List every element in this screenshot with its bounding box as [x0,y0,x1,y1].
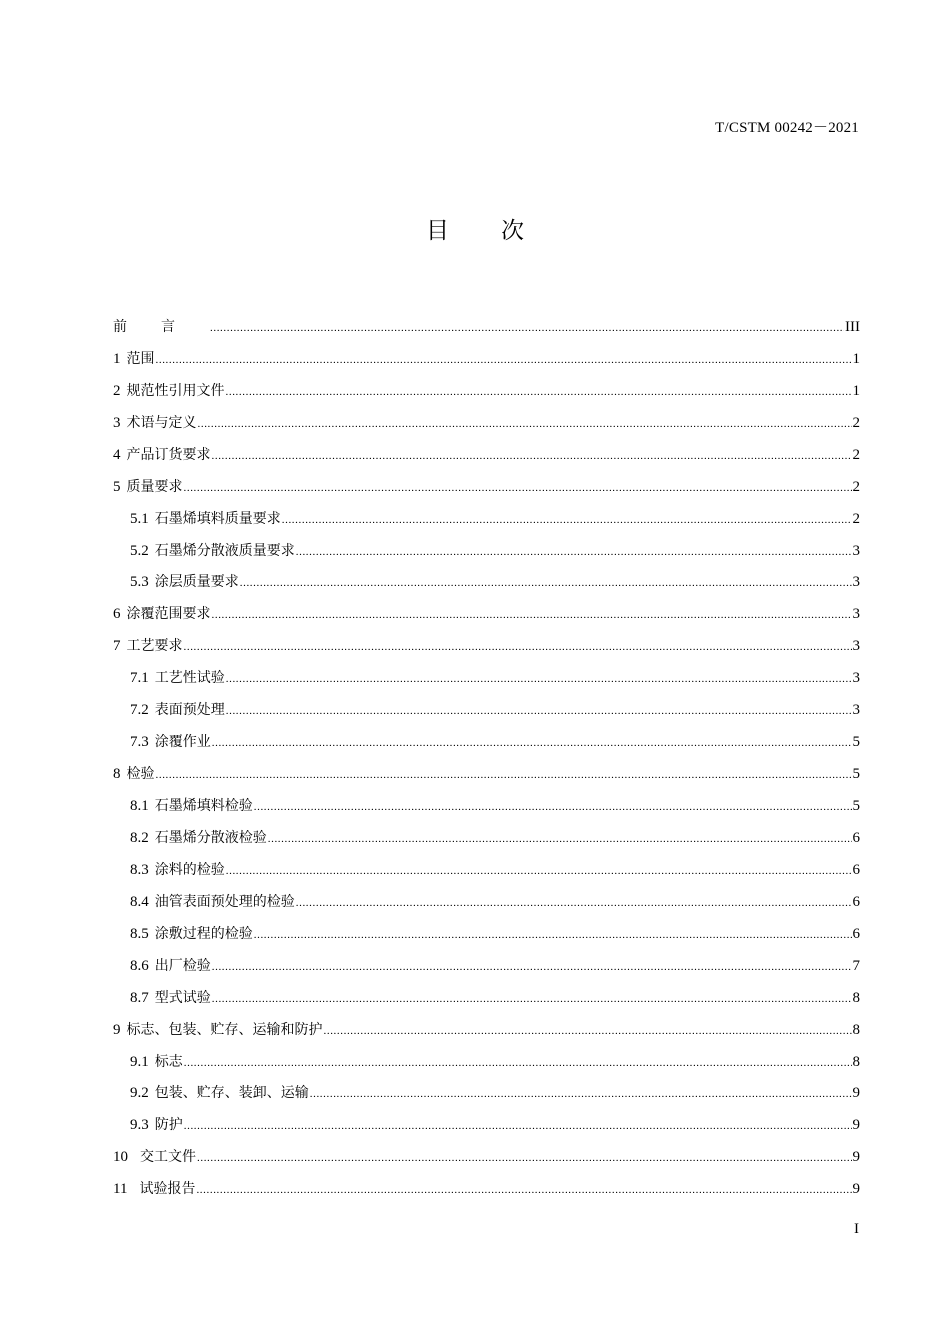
toc-entry-text: 标志、包装、贮存、运输和防护 [126,1021,323,1038]
toc-entry-text: 工艺性试验 [154,670,225,687]
dot-leader [184,1119,852,1134]
dot-leader [296,545,852,560]
toc-entry-6[interactable] [113,591,860,623]
toc-entry-number: 11 [113,1181,128,1198]
toc-entry-number: 8.3 [130,861,149,878]
toc-entry-number: 10 [113,1149,128,1166]
dot-leader [226,864,852,879]
toc-entry-page: 2 [852,510,860,527]
toc-entry-page: 1 [852,382,860,399]
toc-entry-page: 6 [852,829,860,846]
toc-entry-number: 7 [113,638,121,655]
toc-entry-text: 涂覆作业 [154,734,211,751]
toc-entry-text: 检验 [126,766,155,783]
toc-entry-page: 8 [852,1021,860,1038]
dot-leader [254,800,852,815]
toc-entry-8-3[interactable] [113,847,860,879]
toc-entry-page: 3 [852,670,860,687]
dot-leader [196,1183,851,1198]
toc-entry-page: 5 [852,766,860,783]
dot-leader [184,481,852,496]
dot-leader [226,385,852,400]
toc-entry-page: 5 [852,734,860,751]
toc-entry-page: 8 [852,989,860,1006]
toc-entry-page: 3 [852,638,860,655]
toc-entry-number: 8.2 [130,829,149,846]
dot-leader [268,832,852,847]
toc-entry-text: 范围 [126,350,155,367]
dot-leader [156,768,852,783]
toc-entry-5-3[interactable] [113,560,860,592]
toc-entry-page: 1 [852,350,860,367]
toc-entry-page: 6 [852,861,860,878]
toc-entry-8-4[interactable] [113,879,860,911]
toc-entry-page: 6 [852,925,860,942]
dot-leader [212,960,852,975]
toc-entry-5-2[interactable] [113,528,860,560]
toc-entry-number: 8.7 [130,989,149,1006]
toc-entry-5[interactable] [113,464,860,496]
toc-entry-text: 表面预处理 [154,702,225,719]
toc-entry-8-2[interactable] [113,815,860,847]
toc-entry-number: 8.6 [130,957,149,974]
toc-entry-7-2[interactable] [113,687,860,719]
toc-entry-number: 5 [113,478,121,495]
dot-leader [212,992,852,1007]
dot-leader [226,672,852,687]
toc-entry-number: 9.2 [130,1085,149,1102]
toc-entry-number: 5.3 [130,574,149,591]
toc-entry-text: 涂层质量要求 [154,574,239,591]
dot-leader [226,704,852,719]
toc-entry-page: 3 [852,542,860,559]
toc-entry-9-2[interactable] [113,1071,860,1103]
toc-entry-text: 交工文件 [140,1149,196,1166]
table-of-contents [113,304,860,1198]
dot-leader [212,736,852,751]
toc-entry-number: 8 [113,766,121,783]
page-number: I [854,1221,859,1237]
toc-entry-text: 标志 [154,1053,183,1070]
toc-entry-9[interactable] [113,1007,860,1039]
toc-entry-page: 3 [852,702,860,719]
toc-entry-number: 7.3 [130,734,149,751]
toc-entry-text: 工艺要求 [126,638,183,655]
toc-title-char-1: 目 [426,218,449,244]
dot-leader [282,513,852,528]
toc-entry-page: 9 [852,1117,860,1134]
toc-entry-number: 7.2 [130,702,149,719]
document-number: T/CSTM 00242－2021 [715,120,859,136]
dot-leader [197,1151,852,1166]
toc-entry-text: 油管表面预处理的检验 [154,893,295,910]
toc-entry-text: 石墨烯填料质量要求 [154,510,281,527]
toc-entry-9-1[interactable] [113,1039,860,1071]
dot-leader [156,353,852,368]
toc-entry-page: 2 [852,414,860,431]
toc-entry-8-1[interactable] [113,783,860,815]
toc-entry-number: 9 [113,1021,121,1038]
toc-entry-7[interactable] [113,623,860,655]
toc-entry-2[interactable] [113,368,860,400]
dot-leader [212,608,852,623]
toc-entry-text: 涂覆范围要求 [126,606,211,623]
toc-entry-page: 2 [852,446,860,463]
dot-leader [210,321,844,336]
toc-entry-number: 8.5 [130,925,149,942]
toc-entry-4[interactable] [113,432,860,464]
toc-entry-text: 型式试验 [154,989,211,1006]
toc-entry-page: 7 [852,957,860,974]
toc-entry-number: 3 [113,414,121,431]
toc-entry-number: 6 [113,606,121,623]
toc-entry-text: 包装、贮存、装卸、运输 [154,1085,309,1102]
toc-entry-foreword[interactable] [113,304,860,336]
dot-leader [240,576,852,591]
toc-entry-7-1[interactable] [113,655,860,687]
toc-title-char-2: 次 [501,218,524,244]
toc-entry-page: 8 [852,1053,860,1070]
toc-entry-text: 涂料的检验 [154,861,225,878]
toc-entry-number: 8.1 [130,798,149,814]
toc-entry-5-1[interactable] [113,496,860,528]
toc-entry-number: 2 [113,382,121,399]
toc-entry-text: 防护 [154,1117,183,1134]
toc-entry-10[interactable] [113,1134,860,1166]
toc-entry-1[interactable] [113,336,860,368]
toc-entry-9-3[interactable] [113,1102,860,1134]
toc-entry-page: 9 [852,1181,860,1198]
dot-leader [212,449,852,464]
toc-entry-3[interactable] [113,400,860,432]
toc-entry-text: 术语与定义 [126,414,197,431]
dot-leader [184,1056,852,1071]
toc-entry-page: 3 [852,606,860,623]
dot-leader [324,1024,852,1039]
dot-leader [310,1087,852,1102]
toc-entry-8-5[interactable] [113,911,860,943]
toc-entry-number: 1 [113,350,121,367]
toc-entry-number: 9.1 [130,1053,149,1070]
dot-leader [296,896,852,911]
toc-entry-8-6[interactable] [113,943,860,975]
toc-entry-number: 9.3 [130,1117,149,1134]
toc-entry-text: 产品订货要求 [126,446,211,463]
toc-title [0,212,950,245]
toc-entry-page: 3 [852,574,860,591]
toc-entry-text: 石墨烯分散液检验 [154,829,267,846]
toc-entry-page: 5 [852,798,860,814]
toc-entry-number: 5.2 [130,542,149,559]
toc-entry-page: 9 [852,1149,860,1166]
dot-leader [198,417,852,432]
toc-entry-page: 6 [852,893,860,910]
toc-entry-page: 9 [852,1085,860,1102]
toc-entry-7-3[interactable] [113,719,860,751]
toc-entry-number: 7.1 [130,670,149,687]
toc-entry-11[interactable] [113,1166,860,1198]
toc-entry-text: 石墨烯分散液质量要求 [154,542,295,559]
toc-entry-page: III [845,318,860,335]
toc-entry-number: 4 [113,446,121,463]
toc-entry-page: 2 [852,478,860,495]
toc-entry-8[interactable] [113,751,860,783]
toc-entry-number: 8.4 [130,893,149,910]
toc-entry-text: 前言 [113,318,209,335]
toc-entry-8-7[interactable] [113,975,860,1007]
dot-leader [184,640,852,655]
toc-entry-text: 质量要求 [126,478,183,495]
toc-entry-number: 5.1 [130,510,149,527]
toc-entry-text: 试验报告 [139,1181,196,1198]
toc-entry-text: 涂敷过程的检验 [154,925,253,942]
toc-entry-text: 石墨烯填料检验 [154,798,253,814]
dot-leader [254,928,852,943]
toc-entry-text: 出厂检验 [154,957,211,974]
toc-entry-text: 规范性引用文件 [126,382,225,399]
